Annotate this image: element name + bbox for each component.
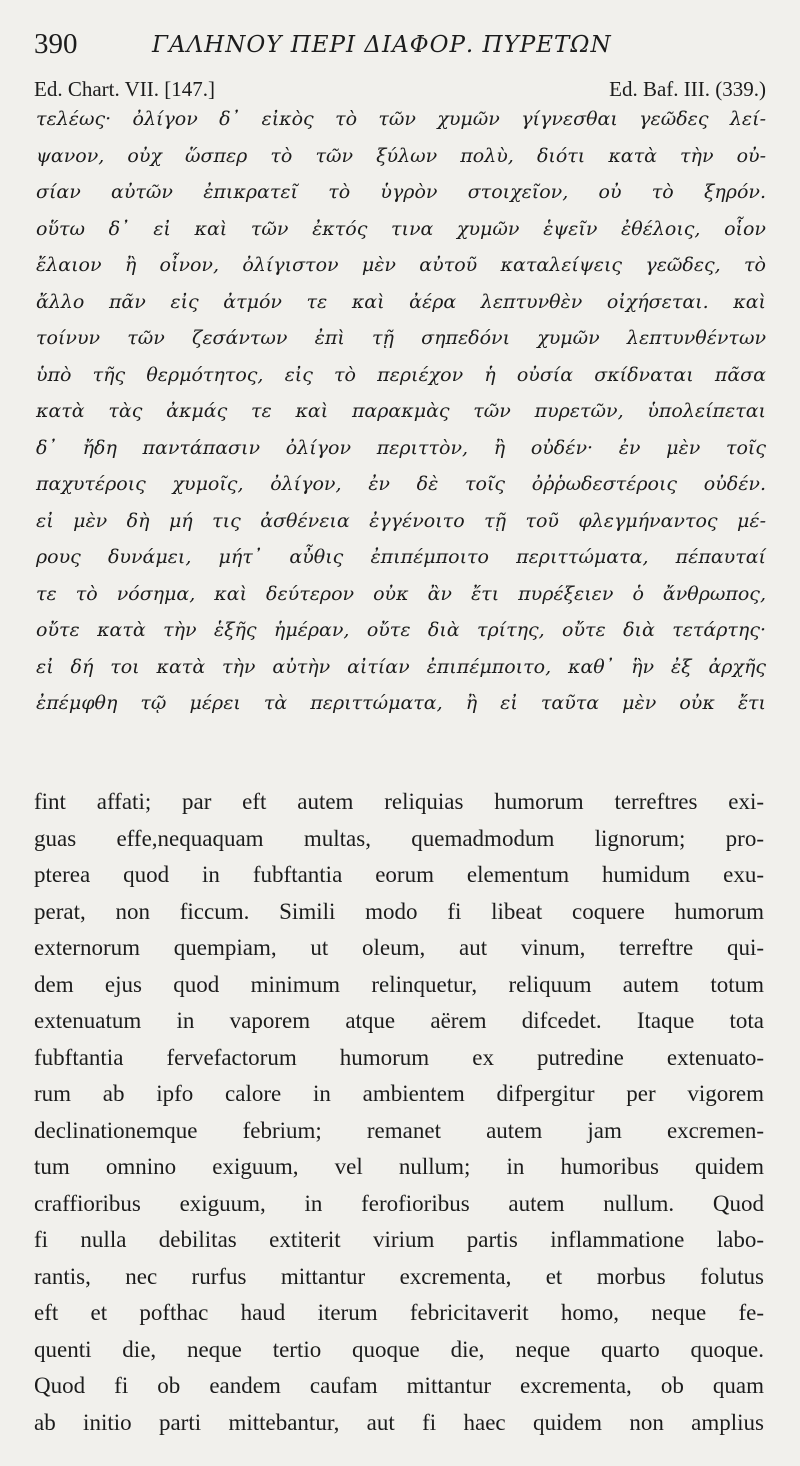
greek-text-line: οὔτε κατὰ τὴν ἑξῆς ἡμέραν, οὔτε διὰ τρίτης, οὔτε διὰ τετάρτης·	[36, 619, 766, 641]
greek-text-line: ὑπὸ τῆς θερμότητος, εἰς τὸ περιέχον ἡ οὐσία σκίδναται πᾶσα	[36, 363, 766, 386]
latin-text-line: fi nulla debilitas extiterit virium partis inflammatione labo-	[34, 1227, 764, 1252]
greek-text-line: ἔλαιον ἢ οἶνον, ὀλίγιστον μὲν αὐτοῦ καταλείψεις γεῶδες, τὸ	[36, 254, 766, 276]
latin-text-line: tum omnino exiguum, vel nullum; in humoribus quidem	[34, 1154, 764, 1179]
greek-text-line: κατὰ τὰς ἀκμάς τε καὶ παρακμὰς τῶν πυρετῶν, ὑπολείπεται	[36, 400, 766, 422]
latin-text-line: guas effe,nequaquam multas, quemadmodum lignorum; pro-	[34, 825, 764, 851]
latin-text-line: Quod fi ob eandem caufam mittantur excrementa, ob quam	[34, 1373, 764, 1398]
page-number: 390	[34, 28, 78, 60]
greek-text-line: ρους δυνάμει, μήτ᾽ αὖθις ἐπιπέμποιτο περιττώματα, πέπαυταί	[36, 546, 766, 568]
greek-text-line: ἄλλο πᾶν εἰς ἀτμόν τε καὶ ἀέρα λεπτυνθὲν οἰχήσεται. καὶ	[36, 290, 766, 313]
greek-text-line: οὕτω δ᾽ εἰ καὶ τῶν ἐκτός τινα χυμῶν ἑψεῖν ἐθέλοις, οἷον	[36, 217, 766, 240]
greek-text-line: παχυτέροις χυμοῖς, ὀλίγον, ἐν δὲ τοῖς ὀῤῥωδεστέροις οὐδέν.	[36, 473, 766, 495]
running-head	[34, 28, 770, 68]
greek-text-line: δ᾽ ἤδη παντάπασιν ὀλίγον περιττὸν, ἢ οὐδέν· ἐν μὲν τοῖς	[36, 436, 766, 459]
latin-text-line: eft et pofthac haud iterum febricitaverit homo, neque fe-	[34, 1300, 764, 1325]
running-title: ΓΑΛΗΝΟΥ ΠΕΡΙ ΔΙΑΦΟΡ. ΠΥΡΕΤΩΝ	[152, 32, 612, 58]
latin-text-line: extenuatum in vaporem atque aërem difcedet. Itaque tota	[34, 1008, 764, 1033]
greek-text-line: εἰ δή τοι κατὰ τὴν αὐτὴν αἰτίαν ἐπιπέμποιτο, καθ᾽ ἣν ἐξ ἀρχῆς	[36, 655, 766, 678]
greek-text-line: εἰ μὲν δὴ μή τις ἀσθένεια ἐγγένοιτο τῇ τοῦ φλεγμήναντος μέ-	[36, 509, 766, 532]
latin-text-line: quenti die, neque tertio quoque die, neque quarto quoque.	[34, 1336, 764, 1362]
latin-text-line: rantis, nec rurfus mittantur excrementa, et morbus folutus	[34, 1263, 764, 1289]
greek-text-line: τε τὸ νόσημα, καὶ δεύτερον οὐκ ἂν ἔτι πυρέξειεν ὁ ἄνθρωπος,	[36, 582, 766, 605]
greek-text-line: ψανον, οὐχ ὥσπερ τὸ τῶν ξύλων πολὺ, διότι κατὰ τὴν οὐ-	[36, 144, 766, 167]
latin-text-line: ab initio parti mittebantur, aut fi haec quidem non amplius	[34, 1409, 764, 1435]
latin-text-line: fint affati; par eft autem reliquias humorum terreftres exi-	[34, 789, 764, 814]
edition-basel: Ed. Baf. III. (339.)	[609, 77, 766, 101]
latin-text-block	[34, 784, 764, 1441]
latin-text-line: craffioribus exiguum, in ferofioribus autem nullum. Quod	[34, 1190, 764, 1216]
greek-text-line: τελέως· ὀλίγον δ᾽ εἰκὸς τὸ τῶν χυμῶν γίγνεσθαι γεῶδες λεί-	[36, 108, 766, 130]
latin-text-line: pterea quod in fubftantia eorum elementum humidum exu-	[34, 862, 764, 887]
edition-chartier: Ed. Chart. VII. [147.]	[34, 77, 215, 101]
latin-text-line: dem ejus quod minimum relinquetur, reliquum autem totum	[34, 971, 764, 997]
latin-text-line: externorum quempiam, ut oleum, aut vinum, terreftre qui-	[34, 935, 764, 960]
latin-text-line: declinationemque febrium; remanet autem jam excremen-	[34, 1117, 764, 1143]
greek-text-line: ἐπέμφθη τῷ μέρει τὰ περιττώματα, ἢ εἰ ταῦτα μὲν οὐκ ἔτι	[36, 692, 766, 714]
greek-text-line: σίαν αὐτῶν ἐπικρατεῖ τὸ ὑγρὸν στοιχεῖον, οὐ τὸ ξηρόν.	[36, 181, 766, 203]
latin-text-line: rum ab ipfo calore in ambientem difpergitur per vigorem	[34, 1081, 764, 1106]
greek-text-block	[36, 101, 766, 722]
latin-text-line: fubftantia fervefactorum humorum ex putredine extenuato-	[34, 1044, 764, 1070]
latin-text-line: perat, non ficcum. Simili modo fi libeat coquere humorum	[34, 898, 764, 924]
greek-text-line: τοίνυν τῶν ζεσάντων ἐπὶ τῇ σηπεδόνι χυμῶν λεπτυνθέντων	[36, 327, 766, 349]
